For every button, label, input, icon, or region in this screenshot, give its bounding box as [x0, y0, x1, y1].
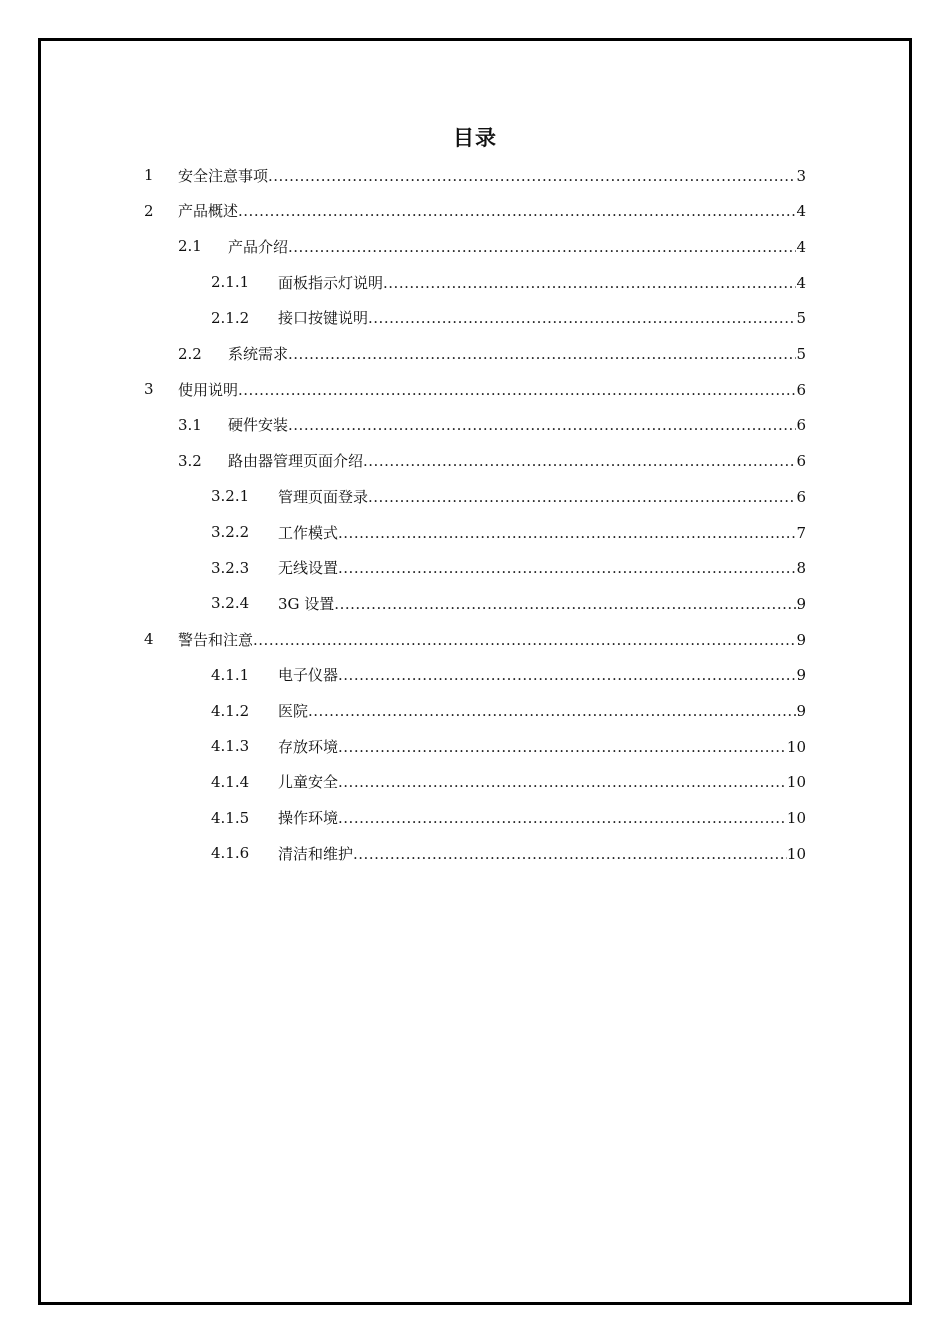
toc-entry-line: [278, 807, 806, 828]
toc-entry-title: 3G 设置: [278, 594, 335, 613]
toc-entry-page: 10: [786, 773, 806, 792]
toc-entry[interactable]: [0, 621, 806, 657]
toc-dot-leader: [368, 309, 796, 327]
toc-entry-page: 8: [796, 559, 806, 578]
toc-entry[interactable]: [0, 371, 806, 407]
toc-entry[interactable]: [0, 800, 806, 836]
toc-dot-leader: [268, 167, 796, 185]
toc-entry[interactable]: [0, 693, 806, 729]
toc-entry-title: 安全注意事项: [178, 166, 269, 185]
toc-entry-title: 硬件安装: [228, 416, 289, 435]
toc-entry[interactable]: [0, 193, 806, 229]
toc-entry-line: [278, 771, 806, 792]
toc-entry-title: 路由器管理页面介绍: [228, 452, 364, 471]
toc-dot-leader: [338, 524, 796, 542]
toc-entry-page: 9: [796, 630, 806, 649]
toc-entry[interactable]: [0, 728, 806, 764]
toc-dot-leader: [238, 381, 796, 399]
toc-entry[interactable]: [0, 336, 806, 372]
toc-entry-number: 2: [144, 201, 154, 220]
toc-entry-number: 3.1: [178, 415, 202, 434]
toc-entry-page: 6: [796, 380, 806, 399]
toc-entry[interactable]: [0, 407, 806, 443]
toc-entry-number: 4.1.5: [211, 808, 250, 827]
toc-dot-leader: [308, 702, 796, 720]
toc-entry[interactable]: [0, 228, 806, 264]
toc-entry-number: 1: [144, 166, 154, 184]
toc-dot-leader: [353, 845, 787, 863]
toc-entry-page: 10: [786, 844, 806, 863]
toc-entry-line: [278, 664, 806, 685]
toc-entry-line: [228, 236, 806, 257]
toc-entry-line: [278, 700, 806, 721]
toc-entry-title: 产品概述: [178, 202, 239, 221]
toc-dot-leader: [338, 559, 796, 577]
toc-dot-leader: [288, 238, 796, 256]
toc-entry-number: 3.2.2: [211, 523, 250, 541]
toc-entry-page: 10: [786, 809, 806, 828]
toc-entry-number: 2.1.1: [211, 273, 250, 292]
toc-entry-number: 4.1.1: [211, 665, 250, 684]
toc-entry-number: 4.1.6: [211, 844, 250, 863]
toc-entry-line: [278, 736, 806, 757]
toc-entry[interactable]: [0, 157, 806, 193]
toc-entry[interactable]: [0, 478, 806, 514]
toc-entry-number: 3.2.3: [211, 558, 250, 577]
toc-entry-number: 2.1: [178, 237, 202, 256]
toc-dot-leader: [363, 452, 796, 470]
toc-entry-number: 4: [144, 630, 154, 649]
toc-entry-page: 9: [796, 666, 806, 685]
toc-dot-leader: [338, 809, 787, 827]
toc-entry-line: [278, 486, 806, 507]
toc-entry-line: [178, 629, 806, 650]
toc-entry-title: 无线设置: [278, 559, 339, 578]
toc-entry-title: 警告和注意: [178, 630, 254, 649]
toc-entry-line: [228, 343, 806, 364]
toc-entry-page: 5: [796, 309, 806, 328]
toc-entry-page: 4: [796, 273, 806, 292]
toc-dot-leader: [383, 274, 796, 292]
toc-entry[interactable]: [0, 300, 806, 336]
toc-entry-line: [278, 522, 806, 543]
toc-dot-leader: [334, 595, 796, 613]
toc-entry-number: 3.2.1: [211, 487, 250, 506]
toc-entry[interactable]: [0, 657, 806, 693]
toc-entry-number: 3.2: [178, 451, 202, 470]
toc-entry-title: 工作模式: [278, 523, 339, 542]
toc-entry-page: 4: [796, 202, 806, 221]
toc-entry-title: 系统需求: [228, 345, 289, 363]
toc-title: 目录: [453, 126, 497, 150]
toc-entry[interactable]: [0, 585, 806, 621]
toc-dot-leader: [338, 738, 787, 756]
toc-entry[interactable]: [0, 514, 806, 550]
toc-entry-line: [278, 557, 806, 578]
toc-entry-title: 儿童安全: [278, 773, 339, 792]
toc-entry-number: 2.2: [178, 344, 202, 363]
toc-dot-leader: [288, 345, 796, 363]
toc-entry-number: 3.2.4: [211, 594, 250, 613]
toc-entry-number: 3: [144, 380, 154, 399]
toc-entry[interactable]: [0, 550, 806, 586]
toc-dot-leader: [238, 202, 796, 220]
toc-entry-title: 管理页面登录: [278, 487, 369, 506]
toc-entry-line: [278, 307, 806, 328]
toc-entry-title: 医院: [278, 702, 309, 720]
toc-entry-title: 存放环境: [278, 737, 339, 756]
toc-entry-page: 4: [796, 237, 806, 256]
toc-entry-title: 清洁和维护: [278, 844, 354, 863]
toc-entry-line: [178, 200, 806, 221]
toc-entry[interactable]: [0, 264, 806, 300]
toc-entry-line: [228, 414, 806, 435]
toc-entry-number: 4.1.3: [211, 737, 250, 756]
toc-entry-number: 2.1.2: [211, 308, 250, 327]
toc-entry-number: 4.1.2: [211, 701, 250, 720]
toc-entry-line: [228, 450, 806, 471]
toc-entry-page: 5: [796, 345, 806, 363]
toc-entry-page: 3: [796, 166, 806, 185]
toc-entry[interactable]: [0, 443, 806, 479]
toc-dot-leader: [368, 488, 796, 506]
toc-entry-page: 9: [796, 702, 806, 720]
toc-entry-line: [178, 379, 806, 400]
toc-entry-line: [178, 165, 806, 186]
toc-entry-title: 操作环境: [278, 809, 339, 828]
toc-entry[interactable]: [0, 835, 806, 871]
toc-entry-page: 7: [796, 523, 806, 542]
toc-dot-leader: [288, 416, 796, 434]
toc-dot-leader: [253, 631, 796, 649]
toc-entry[interactable]: [0, 764, 806, 800]
toc-entry-page: 10: [786, 737, 806, 756]
toc-entry-title: 产品介绍: [228, 237, 289, 256]
toc-entry-title: 面板指示灯说明: [278, 273, 384, 292]
toc-entry-title: 使用说明: [178, 380, 239, 399]
toc-entry-title: 接口按键说明: [278, 309, 369, 328]
toc-entry-line: [278, 593, 806, 614]
toc-dot-leader: [338, 773, 787, 791]
toc-entry-line: [278, 272, 806, 293]
toc-entry-page: 6: [796, 487, 806, 506]
toc-entry-page: 9: [796, 594, 806, 613]
toc-entry-page: 6: [796, 452, 806, 471]
toc-entry-page: 6: [796, 416, 806, 435]
toc-entry-number: 4.1.4: [211, 772, 250, 791]
toc-entry-title: 电子仪器: [278, 666, 339, 685]
toc-dot-leader: [338, 666, 796, 684]
toc-entry-line: [278, 843, 806, 864]
